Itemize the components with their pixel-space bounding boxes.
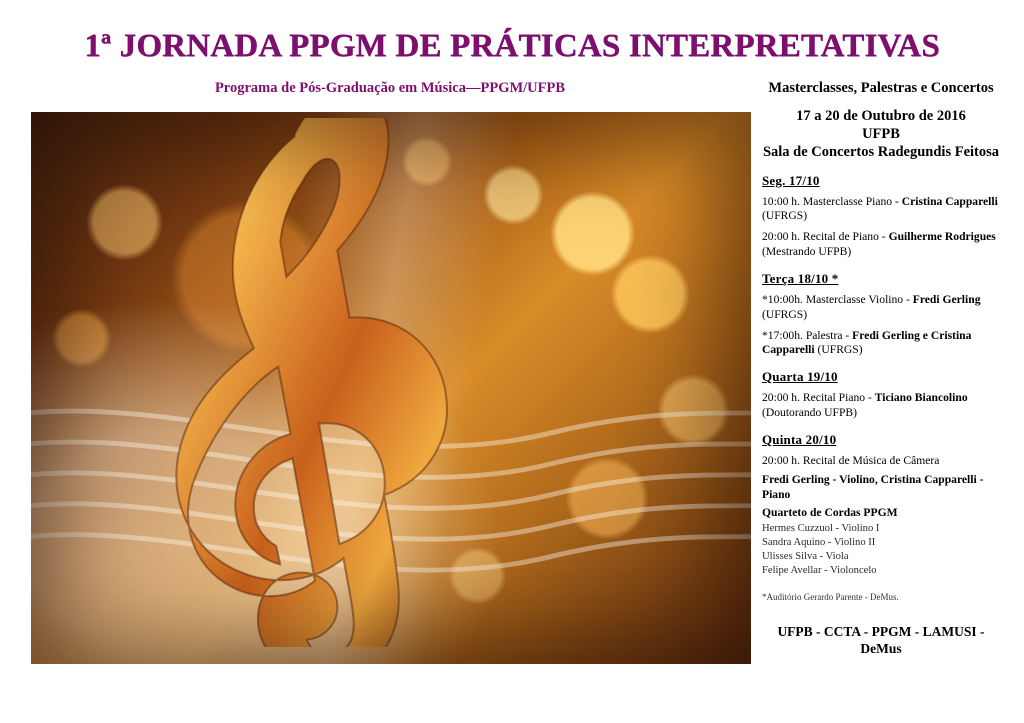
- event-time: 10:00 h.: [762, 194, 801, 208]
- footnote: *Auditório Gerardo Parente - DeMus.: [762, 591, 899, 602]
- day-label: Terça 18/10 *: [762, 270, 839, 286]
- event-artist: Guilherme Rodrigues: [888, 230, 996, 244]
- info-dates: 17 a 20 de Outubro de 2016: [796, 107, 966, 124]
- organizers: UFPB - CCTA - PPGM - LAMUSI - DeMus: [777, 623, 985, 656]
- schedule-event: [762, 293, 1000, 323]
- day-label: Quinta 20/10: [762, 431, 837, 447]
- treble-clef-icon: [53, 118, 499, 648]
- event-title: Recital de Música de Câmera: [802, 453, 940, 467]
- event-title: Masterclasse Violino -: [805, 292, 913, 306]
- schedule-day: [762, 432, 1000, 578]
- member-row: Ulisses Silva - Viola: [762, 550, 849, 562]
- member-row: Hermes Cuzzuol - Violino I: [762, 522, 880, 534]
- schedule-event: [762, 391, 1000, 421]
- event-time: 20:00 h.: [762, 453, 801, 467]
- info-headline: Masterclasses, Palestras e Concertos: [768, 80, 994, 96]
- schedule-event: [762, 195, 1000, 225]
- info-institution: UFPB: [862, 125, 900, 142]
- ensemble-members: [762, 522, 1000, 578]
- event-title: Recital de Piano -: [802, 230, 889, 244]
- event-artist: Ticiano Biancolino: [874, 391, 968, 405]
- schedule-day: [762, 173, 1000, 260]
- event-title: Recital Piano -: [802, 391, 875, 405]
- schedule-event: [762, 329, 1000, 359]
- event-title: Masterclasse Piano -: [802, 194, 902, 208]
- event-detail: (Mestrando UFPB): [762, 245, 852, 259]
- event-title: Palestra -: [805, 328, 853, 342]
- member-row: Felipe Avellar - Violoncelo: [762, 564, 877, 576]
- page-subtitle: Programa de Pós-Graduação em Música—PPGM/UFPB: [214, 80, 566, 96]
- event-time: *17:00h.: [762, 328, 803, 342]
- info-when: [762, 108, 1000, 162]
- event-artist: Fredi Gerling: [912, 292, 981, 306]
- event-time: 20:00 h.: [762, 391, 801, 405]
- info-venue: Sala de Concertos Radegundis Feitosa: [762, 143, 1000, 160]
- schedule-day: [762, 271, 1000, 358]
- event-detail: (UFRGS): [762, 209, 808, 223]
- schedule-event: [762, 454, 1000, 469]
- event-artist: Fredi Gerling e Cristina Capparelli: [762, 328, 972, 357]
- poster-artwork: [31, 112, 751, 664]
- event-detail: (Doutorando UFPB): [762, 406, 858, 420]
- event-time: *10:00h.: [762, 292, 803, 306]
- event-artist: Cristina Capparelli: [901, 194, 998, 208]
- event-time: 20:00 h.: [762, 230, 801, 244]
- schedule-event: [762, 230, 1000, 260]
- page-title: 1ª JORNADA PPGM DE PRÁTICAS INTERPRETATIVAS: [84, 28, 940, 64]
- day-label: Quarta 19/10: [762, 369, 838, 385]
- day-label: Seg. 17/10: [762, 172, 820, 188]
- event-info-panel: [762, 80, 1000, 658]
- event-performers: Fredi Gerling - Violino, Cristina Capparelli - Piano: [762, 472, 984, 501]
- ensemble-name: Quarteto de Cordas PPGM: [762, 505, 898, 519]
- schedule-day: [762, 369, 1000, 421]
- event-detail: (UFRGS): [762, 307, 808, 321]
- event-detail: (UFRGS): [814, 343, 863, 357]
- member-row: Sandra Aquino - Violino II: [762, 536, 876, 548]
